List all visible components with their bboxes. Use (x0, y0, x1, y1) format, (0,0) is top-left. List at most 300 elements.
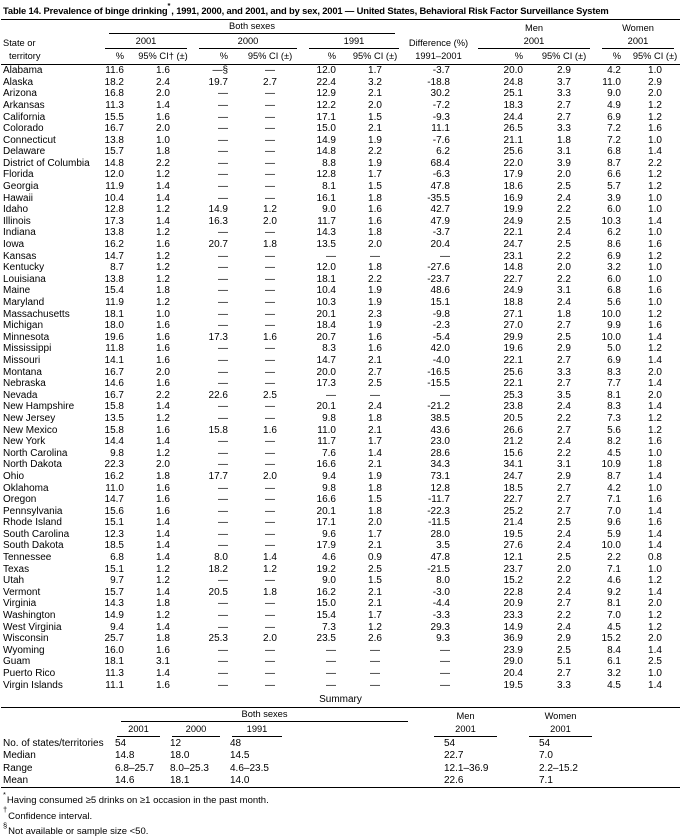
value-cell: 1.6 (368, 343, 382, 355)
value-cell: 2.7 (557, 378, 571, 390)
value-cell: 2.0 (156, 88, 170, 100)
table-row (1, 239, 680, 251)
value-cell: 9.0 (322, 575, 336, 587)
value-cell: 1.7 (368, 528, 382, 540)
ci-header: 95% CI (±) (345, 50, 405, 65)
value-cell: 3.7 (557, 76, 571, 88)
value-cell: — (218, 262, 228, 274)
value-cell: 2.2 (557, 412, 571, 424)
value-cell: 1.8 (156, 598, 170, 610)
state-cell: Alaska (3, 76, 34, 88)
value-cell: — (326, 644, 336, 656)
value-cell: 17.3 (208, 331, 228, 343)
state-cell: California (3, 111, 46, 123)
value-cell: 1.2 (648, 575, 662, 587)
value-cell: 22.1 (503, 378, 523, 390)
value-cell: 19.7 (208, 76, 228, 88)
value-cell: — (265, 123, 275, 135)
table-row (1, 459, 680, 471)
value-cell: 14.9 (208, 204, 228, 216)
value-cell: 1.8 (368, 192, 382, 204)
state-cell: Florida (3, 169, 34, 181)
table-row (1, 65, 680, 77)
value-cell: — (265, 308, 275, 320)
summary-table (1, 707, 680, 788)
state-cell: Arkansas (3, 99, 45, 111)
value-cell: 2.7 (557, 424, 571, 436)
state-header-line2: territory (1, 50, 99, 65)
value-cell: 2.1 (368, 424, 382, 436)
value-cell: 1.9 (368, 157, 382, 169)
value-cell: 8.3 (607, 401, 621, 413)
value-cell: 2.0 (156, 123, 170, 135)
value-cell: 25.1 (503, 88, 523, 100)
value-cell: 2.2 (557, 250, 571, 262)
value-cell: 3.2 (607, 262, 621, 274)
ci-header: 95% CI† (±) (133, 50, 193, 65)
value-cell: 13.5 (104, 412, 124, 424)
value-cell: — (218, 146, 228, 158)
value-cell: 4.5 (607, 447, 621, 459)
value-cell: 8.6 (607, 239, 621, 251)
value-cell: 1.7 (368, 169, 382, 181)
state-cell: Colorado (3, 123, 44, 135)
value-cell: 2.0 (557, 169, 571, 181)
value-cell: — (265, 88, 275, 100)
value-cell: 9.8 (110, 447, 124, 459)
value-cell: 0.9 (368, 552, 382, 564)
value-cell: 5.9 (607, 528, 621, 540)
state-cell: North Dakota (3, 459, 62, 471)
summary-value-cell: 14.5 (230, 750, 250, 762)
state-cell: Hawaii (3, 192, 34, 204)
value-cell: 2.1 (368, 586, 382, 598)
value-cell: — (265, 412, 275, 424)
summary-body (1, 738, 680, 787)
table-row (1, 367, 680, 379)
summary-year-row (1, 723, 680, 738)
summary-value-cell: 22.7 (444, 750, 464, 762)
spacer-cell (288, 775, 418, 788)
value-cell: 14.7 (104, 250, 124, 262)
value-cell: — (265, 656, 275, 668)
value-cell: — (218, 181, 228, 193)
value-cell: 1.8 (557, 134, 571, 146)
value-cell: 2.2 (156, 389, 170, 401)
value-cell: 2.4 (557, 192, 571, 204)
value-cell: 2.4 (557, 227, 571, 239)
value-cell: -18.8 (427, 76, 450, 88)
table-row (1, 552, 680, 564)
value-cell: — (265, 517, 275, 529)
table-row (1, 123, 680, 135)
state-cell: Wyoming (3, 644, 45, 656)
value-cell: 17.3 (104, 215, 124, 227)
value-cell: 4.6 (322, 552, 336, 564)
value-cell: 2.5 (368, 378, 382, 390)
value-cell: 1.0 (156, 134, 170, 146)
value-cell: 6.0 (607, 204, 621, 216)
percent-header: % (99, 50, 133, 65)
state-cell: Wisconsin (3, 633, 49, 645)
value-cell: 8.7 (607, 470, 621, 482)
value-cell: 22.7 (503, 273, 523, 285)
summary-men-2001-header (418, 723, 513, 738)
value-cell: — (265, 99, 275, 111)
state-cell: Virginia (3, 598, 37, 610)
value-cell: -23.7 (427, 273, 450, 285)
value-cell: -11.7 (427, 494, 450, 506)
value-cell: — (218, 320, 228, 332)
header-empty-cell (608, 723, 680, 738)
value-cell: 25.7 (104, 633, 124, 645)
summary-value-cell: 14.6 (115, 774, 135, 786)
value-cell: 7.7 (607, 378, 621, 390)
value-cell: 1.8 (263, 239, 277, 251)
value-cell: 14.7 (316, 354, 336, 366)
value-cell: 1.4 (648, 401, 662, 413)
value-cell: 2.1 (368, 354, 382, 366)
summary-men-2001-label: 2001 (434, 724, 497, 737)
value-cell: 1.2 (648, 412, 662, 424)
value-cell: 9.0 (607, 88, 621, 100)
summary-value-cell: 48 (230, 738, 242, 750)
value-cell: 2.0 (368, 517, 382, 529)
value-cell: -4.4 (432, 598, 450, 610)
value-cell: 1.5 (368, 111, 382, 123)
state-cell: North Carolina (3, 447, 68, 459)
value-cell: — (370, 656, 380, 668)
state-cell: Delaware (3, 146, 46, 158)
value-cell: 20.4 (503, 668, 523, 679)
value-cell: 1.2 (156, 575, 170, 587)
value-cell: 42.7 (430, 204, 450, 216)
state-cell: South Carolina (3, 528, 70, 540)
value-cell: — (326, 668, 336, 679)
value-cell: 20.0 (316, 366, 336, 378)
value-cell: — (265, 401, 275, 413)
table-row (1, 483, 680, 495)
value-cell: 1.4 (156, 436, 170, 448)
value-cell: 15.1 (104, 517, 124, 529)
table-row (1, 204, 680, 216)
value-cell: 3.5 (436, 540, 450, 552)
table-row (1, 668, 680, 680)
value-cell: 2.4 (557, 586, 571, 598)
state-cell: Utah (3, 575, 25, 587)
value-cell: 1.2 (156, 412, 170, 424)
table-row (1, 471, 680, 483)
table-row (1, 100, 680, 112)
value-cell: — (265, 273, 275, 285)
value-cell: 17.3 (316, 378, 336, 390)
table-row (1, 390, 680, 402)
state-cell: New Mexico (3, 424, 58, 436)
value-cell: 15.1 (430, 297, 450, 308)
value-cell: 14.9 (316, 134, 336, 146)
value-cell: 4.2 (607, 482, 621, 494)
value-cell: 1.2 (263, 204, 277, 216)
table-row (1, 425, 680, 437)
value-cell: — (370, 668, 380, 679)
value-cell: 68.4 (430, 157, 450, 169)
percent-header: % (596, 50, 630, 65)
table-row (1, 77, 680, 89)
value-cell: 17.7 (208, 470, 228, 482)
value-cell: 12.8 (104, 204, 124, 216)
value-cell: 25.3 (208, 633, 228, 645)
value-cell: — (265, 65, 275, 77)
state-cell: Nevada (3, 389, 38, 401)
value-cell: — (218, 459, 228, 471)
value-cell: 1.2 (648, 610, 662, 622)
value-cell: 6.9 (607, 250, 621, 262)
value-cell: 1.6 (156, 482, 170, 494)
value-cell: 23.0 (430, 436, 450, 448)
table-row (1, 633, 680, 645)
value-cell: 20.1 (316, 401, 336, 413)
summary-row (1, 750, 680, 762)
value-cell: 1.4 (648, 354, 662, 366)
value-cell: 19.9 (503, 204, 523, 216)
value-cell: 1.4 (156, 586, 170, 598)
value-cell: 8.0 (436, 575, 450, 587)
value-cell: 21.1 (503, 134, 523, 146)
value-cell: 1.8 (156, 285, 170, 297)
summary-value-cell: 12.1–36.9 (444, 762, 489, 774)
table-row (1, 216, 680, 228)
value-cell: 2.5 (263, 389, 277, 401)
value-cell: 1.2 (156, 273, 170, 285)
value-cell: 1.6 (156, 378, 170, 390)
value-cell: 18.4 (316, 320, 336, 332)
value-cell: 1.8 (368, 412, 382, 424)
value-cell: 12.8 (430, 482, 450, 494)
value-cell: 1.8 (156, 470, 170, 482)
value-cell: 1.6 (368, 215, 382, 227)
value-cell: 1.2 (648, 111, 662, 123)
value-cell: 1.0 (648, 297, 662, 308)
table-row (1, 448, 680, 460)
value-cell: 16.0 (104, 644, 124, 656)
value-cell: 7.3 (322, 621, 336, 633)
value-cell: 1.6 (156, 424, 170, 436)
value-cell: 1.2 (368, 621, 382, 633)
spacer-cell (288, 763, 418, 775)
table-row (1, 297, 680, 309)
value-cell: 22.8 (503, 586, 523, 598)
value-cell: 1.2 (648, 99, 662, 111)
value-cell: 1.8 (368, 262, 382, 274)
summary-label-cell: Mean (3, 774, 29, 786)
value-cell: 15.4 (104, 285, 124, 297)
women-2001-label: 2001 (602, 36, 674, 49)
value-cell: 1.6 (368, 204, 382, 216)
summary-value-cell: 22.6 (444, 774, 464, 786)
value-cell: 2.0 (648, 88, 662, 100)
value-cell: -5.4 (432, 331, 450, 343)
value-cell: 1.4 (648, 528, 662, 540)
value-cell: 19.5 (503, 528, 523, 540)
both-2000-label: 2000 (199, 36, 297, 49)
value-cell: 9.2 (607, 586, 621, 598)
value-cell: 1.4 (156, 621, 170, 633)
value-cell: 1.8 (368, 482, 382, 494)
table-row (1, 274, 680, 286)
value-cell: 1.6 (648, 239, 662, 251)
value-cell: 20.4 (430, 239, 450, 251)
value-cell: 2.5 (368, 563, 382, 575)
value-cell: 2.5 (557, 239, 571, 251)
value-cell: — (265, 447, 275, 459)
value-cell: — (218, 598, 228, 610)
value-cell: 16.2 (316, 586, 336, 598)
value-cell: 23.5 (316, 633, 336, 645)
value-cell: 1.4 (156, 540, 170, 552)
value-cell: 2.0 (648, 598, 662, 610)
value-cell: — (265, 181, 275, 193)
value-cell: 7.2 (607, 123, 621, 135)
value-cell: — (440, 389, 450, 401)
value-cell: 1.6 (156, 343, 170, 355)
value-cell: — (265, 227, 275, 239)
value-cell: 1.7 (368, 65, 382, 77)
value-cell: 28.6 (430, 447, 450, 459)
value-cell: — (218, 517, 228, 529)
value-cell: 16.3 (208, 215, 228, 227)
footnote: §Not available or sample size <50. (3, 820, 149, 838)
value-cell: — (265, 111, 275, 123)
value-cell: 2.5 (557, 644, 571, 656)
value-cell: 9.6 (607, 517, 621, 529)
summary-value-cell: 7.1 (539, 774, 553, 786)
state-cell: Georgia (3, 181, 39, 193)
value-cell: 2.7 (557, 354, 571, 366)
footnotes (1, 791, 680, 838)
value-cell: 20.7 (208, 239, 228, 251)
value-cell: 8.0 (214, 552, 228, 564)
summary-value-cell: 54 (444, 738, 456, 750)
value-cell: 9.4 (322, 470, 336, 482)
value-cell: 1.2 (648, 343, 662, 355)
value-cell: 11.3 (105, 99, 124, 111)
value-cell: 2.7 (263, 76, 277, 88)
value-cell: 18.5 (104, 540, 124, 552)
value-cell: 14.9 (503, 621, 523, 633)
value-cell: — (440, 668, 450, 679)
value-cell: — (326, 656, 336, 668)
table-row (1, 517, 680, 529)
value-cell: 1.6 (156, 111, 170, 123)
table-row (1, 320, 680, 332)
header-empty-cell (288, 723, 418, 738)
value-cell: 1.4 (648, 644, 662, 656)
value-cell: 10.4 (104, 192, 124, 204)
value-cell: 15.6 (104, 505, 124, 517)
value-cell: — (218, 227, 228, 239)
value-cell: 20.5 (208, 586, 228, 598)
value-cell: 1.8 (156, 146, 170, 158)
summary-row (1, 775, 680, 788)
value-cell: — (265, 679, 275, 691)
footnote: *Having consumed ≥5 drinks on ≥1 occasion in the past month. (3, 789, 269, 807)
state-cell: Montana (3, 366, 42, 378)
value-cell: — (218, 482, 228, 494)
state-cell: Missouri (3, 354, 41, 366)
value-cell: 9.0 (322, 204, 336, 216)
value-cell: — (265, 528, 275, 540)
table-row (1, 680, 680, 692)
state-cell: Washington (3, 610, 56, 622)
value-cell: 1.6 (156, 320, 170, 332)
value-cell: 15.0 (316, 598, 336, 610)
value-cell: 2.7 (557, 598, 571, 610)
value-cell: 1.8 (368, 505, 382, 517)
table-row (1, 575, 680, 587)
table-row (1, 436, 680, 448)
value-cell: — (265, 157, 275, 169)
value-cell: — (218, 192, 228, 204)
value-cell: 2.4 (557, 436, 571, 448)
value-cell: 1.2 (156, 169, 170, 181)
value-cell: 11.1 (431, 123, 450, 135)
value-cell: 25.3 (503, 389, 523, 401)
value-cell: — (265, 285, 275, 297)
value-cell: 1.0 (648, 192, 662, 204)
value-cell: 1.4 (368, 447, 382, 459)
value-cell: 2.0 (263, 215, 277, 227)
value-cell: — (218, 285, 228, 297)
value-cell: 1.0 (156, 308, 170, 320)
value-cell: 1.0 (648, 482, 662, 494)
value-cell: 48.6 (430, 285, 450, 297)
value-cell: -15.5 (427, 378, 450, 390)
value-cell: 1.4 (156, 192, 170, 204)
state-cell: Kentucky (3, 262, 45, 274)
state-cell: Minnesota (3, 331, 50, 343)
value-cell: 3.3 (557, 88, 571, 100)
value-cell: — (265, 540, 275, 552)
value-cell: 5.7 (607, 181, 621, 193)
value-cell: 1.0 (648, 134, 662, 146)
ci-header: 95% CI (±) (532, 50, 596, 65)
value-cell: — (265, 378, 275, 390)
state-cell: Kansas (3, 250, 37, 262)
percent-header: % (193, 50, 237, 65)
value-cell: — (218, 308, 228, 320)
value-cell: 9.4 (110, 621, 124, 633)
table-row (1, 227, 680, 239)
value-cell: 1.2 (648, 181, 662, 193)
value-cell: — (265, 621, 275, 633)
summary-women-header: Women (544, 711, 577, 722)
value-cell: 11.8 (105, 343, 124, 355)
value-cell: — (265, 343, 275, 355)
value-cell: 23.9 (503, 644, 523, 656)
value-cell: 7.1 (607, 563, 621, 575)
value-cell: 2.4 (557, 528, 571, 540)
value-cell: 22.7 (503, 494, 523, 506)
table-body (1, 65, 680, 692)
value-cell: — (440, 250, 450, 262)
value-cell: -3.7 (432, 227, 450, 239)
table-row (1, 146, 680, 158)
value-cell: 21.4 (503, 517, 523, 529)
value-cell: 7.1 (607, 494, 621, 506)
value-cell: 10.3 (316, 297, 336, 308)
value-cell: 10.0 (601, 331, 621, 343)
value-cell: 2.7 (557, 111, 571, 123)
